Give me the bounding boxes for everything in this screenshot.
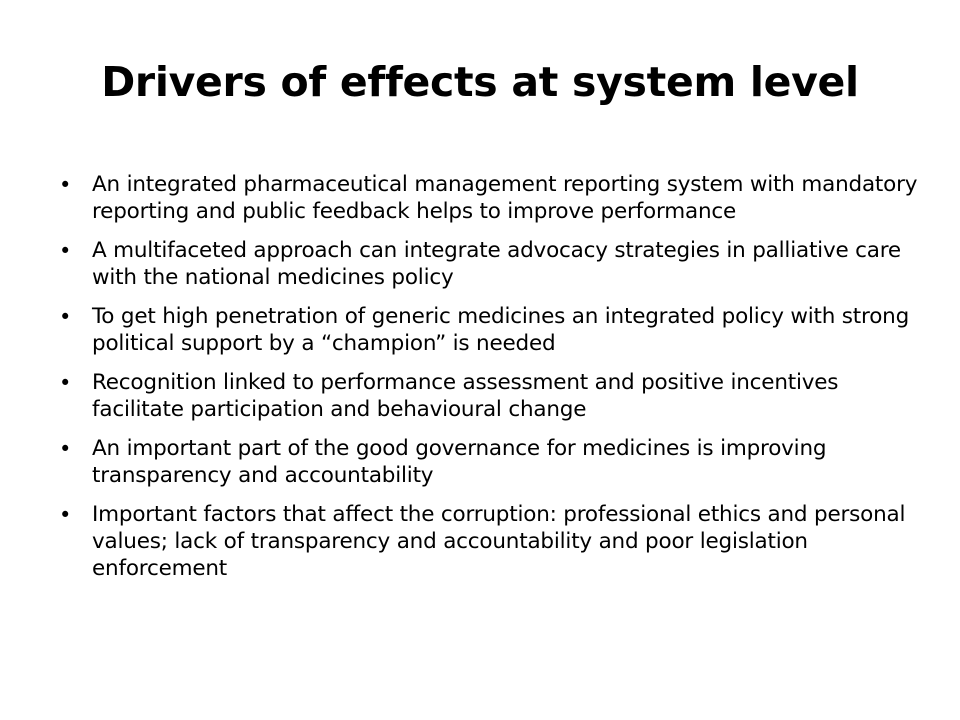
slide-title: Drivers of effects at system level bbox=[101, 58, 859, 106]
bullet-dot-icon: • bbox=[59, 173, 72, 197]
bullet-dot-icon: • bbox=[59, 503, 72, 527]
bullet-item bbox=[48, 435, 928, 489]
bullet-text: Recognition linked to performance assessment and positive incentives facilitate participation and behavioural change bbox=[92, 370, 839, 422]
bullet-dot-icon: • bbox=[59, 305, 72, 329]
bullet-text: To get high penetration of generic medicines an integrated policy with strong political support by a “champion” is needed bbox=[92, 304, 910, 356]
bullet-text: Important factors that affect the corruption: professional ethics and personal values; lack of transparency and accountability and poor legislation enforcement bbox=[92, 502, 906, 581]
bullet-item bbox=[48, 501, 928, 582]
bullet-list bbox=[48, 171, 928, 594]
bullet-text: A multifaceted approach can integrate advocacy strategies in palliative care with the national medicines policy bbox=[92, 238, 901, 290]
bullet-item bbox=[48, 303, 928, 357]
bullet-item bbox=[48, 369, 928, 423]
bullet-text: An integrated pharmaceutical management reporting system with mandatory reporting and public feedback helps to improve performance bbox=[92, 172, 918, 224]
bullet-item bbox=[48, 237, 928, 291]
bullet-dot-icon: • bbox=[59, 371, 72, 395]
bullet-dot-icon: • bbox=[59, 239, 72, 263]
bullet-item bbox=[48, 171, 928, 225]
bullet-dot-icon: • bbox=[59, 437, 72, 461]
bullet-text: An important part of the good governance for medicines is improving transparency and accountability bbox=[92, 436, 827, 488]
